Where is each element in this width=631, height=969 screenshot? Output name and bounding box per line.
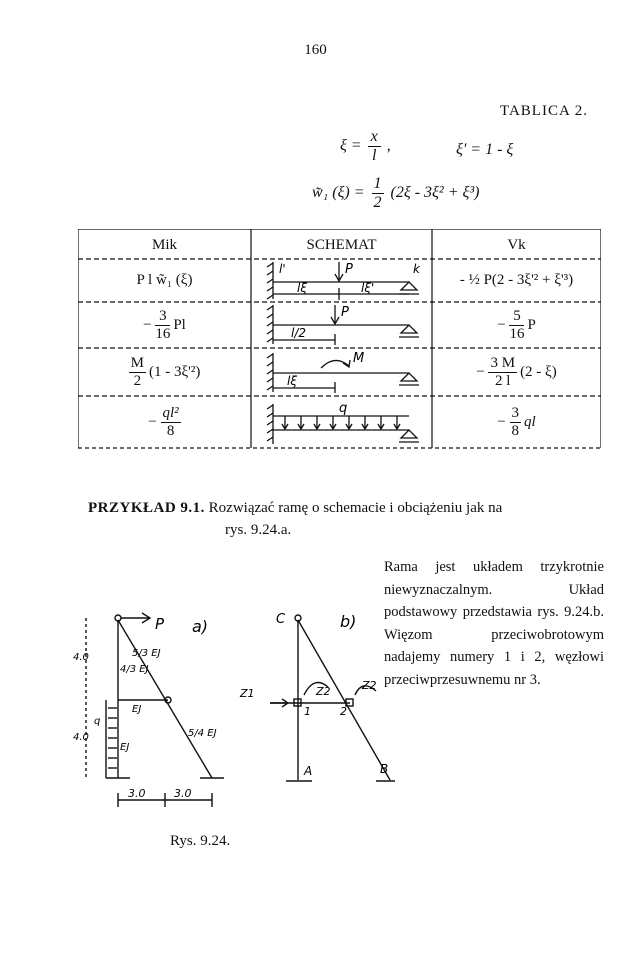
- fig-a-load-q: q: [94, 716, 101, 727]
- fraction-num: 1: [373, 175, 382, 192]
- row3-v-fraction: $\frac{3 M}{2 l}$: [490, 354, 516, 389]
- fig-a-ej-left: 4/3 EJ: [120, 664, 149, 675]
- formula-w-rhs: (2ξ - 3ξ² + ξ³): [390, 184, 480, 202]
- fig-a-tag: a): [192, 617, 209, 636]
- fig-b-n1: 1: [304, 705, 311, 718]
- table-title: TABLICA 2.: [500, 103, 588, 119]
- beam-table: [78, 229, 601, 449]
- label-p: P: [341, 305, 349, 320]
- fraction-den: 2: [373, 194, 382, 211]
- row2-m: − $\frac{3}{16}$ Pl: [143, 307, 186, 342]
- fig-b-z1: Z1: [240, 687, 255, 700]
- example-text-line2: rys. 9.24.a.: [225, 522, 292, 538]
- schema-1: [251, 259, 432, 302]
- row4-v: − $\frac{3}{8}$ ql: [497, 404, 536, 439]
- fraction-num: x: [368, 128, 381, 147]
- row2-m-fraction: $\frac{3}{16}$: [155, 307, 171, 342]
- fig-b-tag: b): [340, 612, 357, 631]
- fig-a-ej-diag: 5/4 EJ: [188, 728, 217, 739]
- row3-v: − $\frac{3 M}{2 l}$ (2 - ξ): [476, 354, 557, 389]
- fraction-den: l: [371, 147, 377, 164]
- formula-w-lhs: w̃₁ (ξ) =: [312, 184, 365, 202]
- row4-m-fraction: $\frac{\text{ql²}}{8}$: [162, 404, 179, 439]
- header-schemat: SCHEMAT: [306, 236, 377, 253]
- example-text-line1: Rozwiązać ramę o schemacie i obciążeniu jak na: [208, 500, 503, 516]
- fig-b-z2a: Z2: [316, 685, 331, 698]
- label-m: M: [353, 351, 365, 366]
- row1-v: - ½ P(2 - 3ξ'² + ξ'³): [459, 272, 574, 288]
- fig-b-n2: 2: [340, 705, 347, 718]
- row4-m: − $\frac{\text{ql²}}{8}$: [148, 404, 179, 439]
- example-label: PRZYKŁAD 9.1.: [88, 500, 205, 516]
- fig-a-base1: 3.0: [128, 787, 146, 800]
- schema-4: [251, 396, 432, 448]
- row3-m: M 2 (1 - 3ξ'²): [130, 354, 201, 389]
- figure-b: [230, 605, 395, 805]
- fig-a-dim-top: 4.0: [73, 652, 89, 663]
- row3-m-fraction: M 2: [130, 354, 144, 389]
- label-p: P: [345, 262, 353, 277]
- fig-b-c: C: [276, 612, 286, 627]
- label-lxi: lξ: [297, 281, 308, 295]
- fig-a-ej-top: 5/3 EJ: [132, 648, 161, 659]
- label-lxi: lξ: [287, 374, 298, 388]
- description-text: Rama jest układem trzykrotnie niewyznaczalnym. Układ podstawowy przedstawia rys. 9.24.b. Więzom przeciwobrotowym nadajemy numery 1 i 2, węzłowi przeciwprzesuwnemu nr 3.: [384, 559, 604, 688]
- row4-v-fraction: $\frac{3}{8}$: [511, 404, 520, 439]
- formula-xi: ξ = $\frac{x}{l}$ ,: [340, 128, 391, 164]
- fig-a-ej-mid: EJ: [132, 704, 142, 715]
- formula-w: [312, 175, 479, 212]
- fig-a-dim-bottom: 4.0: [73, 732, 89, 743]
- page-number: 160: [304, 42, 327, 58]
- label-half-span: l/2: [291, 326, 307, 340]
- fraction-x-over-l: [368, 128, 381, 165]
- fraction-one-half: [372, 175, 384, 212]
- formula-xi-lhs: ξ =: [340, 137, 362, 155]
- formula-xi-prime: ξ' = 1 - ξ: [456, 141, 514, 158]
- row2-v: − $\frac{5}{16}$ P: [497, 307, 536, 342]
- header-vk: Vk: [507, 236, 526, 253]
- figure-a: [70, 590, 250, 830]
- header-mik: Mik: [151, 236, 177, 253]
- schema-3: [251, 348, 432, 396]
- fig-a-p: P: [155, 615, 165, 633]
- example-heading: [88, 497, 608, 541]
- row1-m: P l w̃₁ (ξ): [136, 272, 193, 288]
- label-q: q: [339, 401, 348, 416]
- fig-b-z2b: Z2: [362, 679, 377, 692]
- figure-caption: Rys. 9.24.: [170, 833, 231, 849]
- fig-a-ej-lower: EJ: [120, 742, 130, 753]
- fig-b-b: B: [380, 762, 389, 776]
- label-l-prime: l': [279, 262, 286, 276]
- row2-v-fraction: $\frac{5}{16}$: [509, 307, 525, 342]
- fig-b-a: A: [304, 764, 313, 778]
- label-lxi-prime: lξ': [361, 281, 375, 295]
- schema-2: [251, 302, 432, 348]
- label-k: k: [413, 262, 420, 276]
- fig-a-base2: 3.0: [174, 787, 192, 800]
